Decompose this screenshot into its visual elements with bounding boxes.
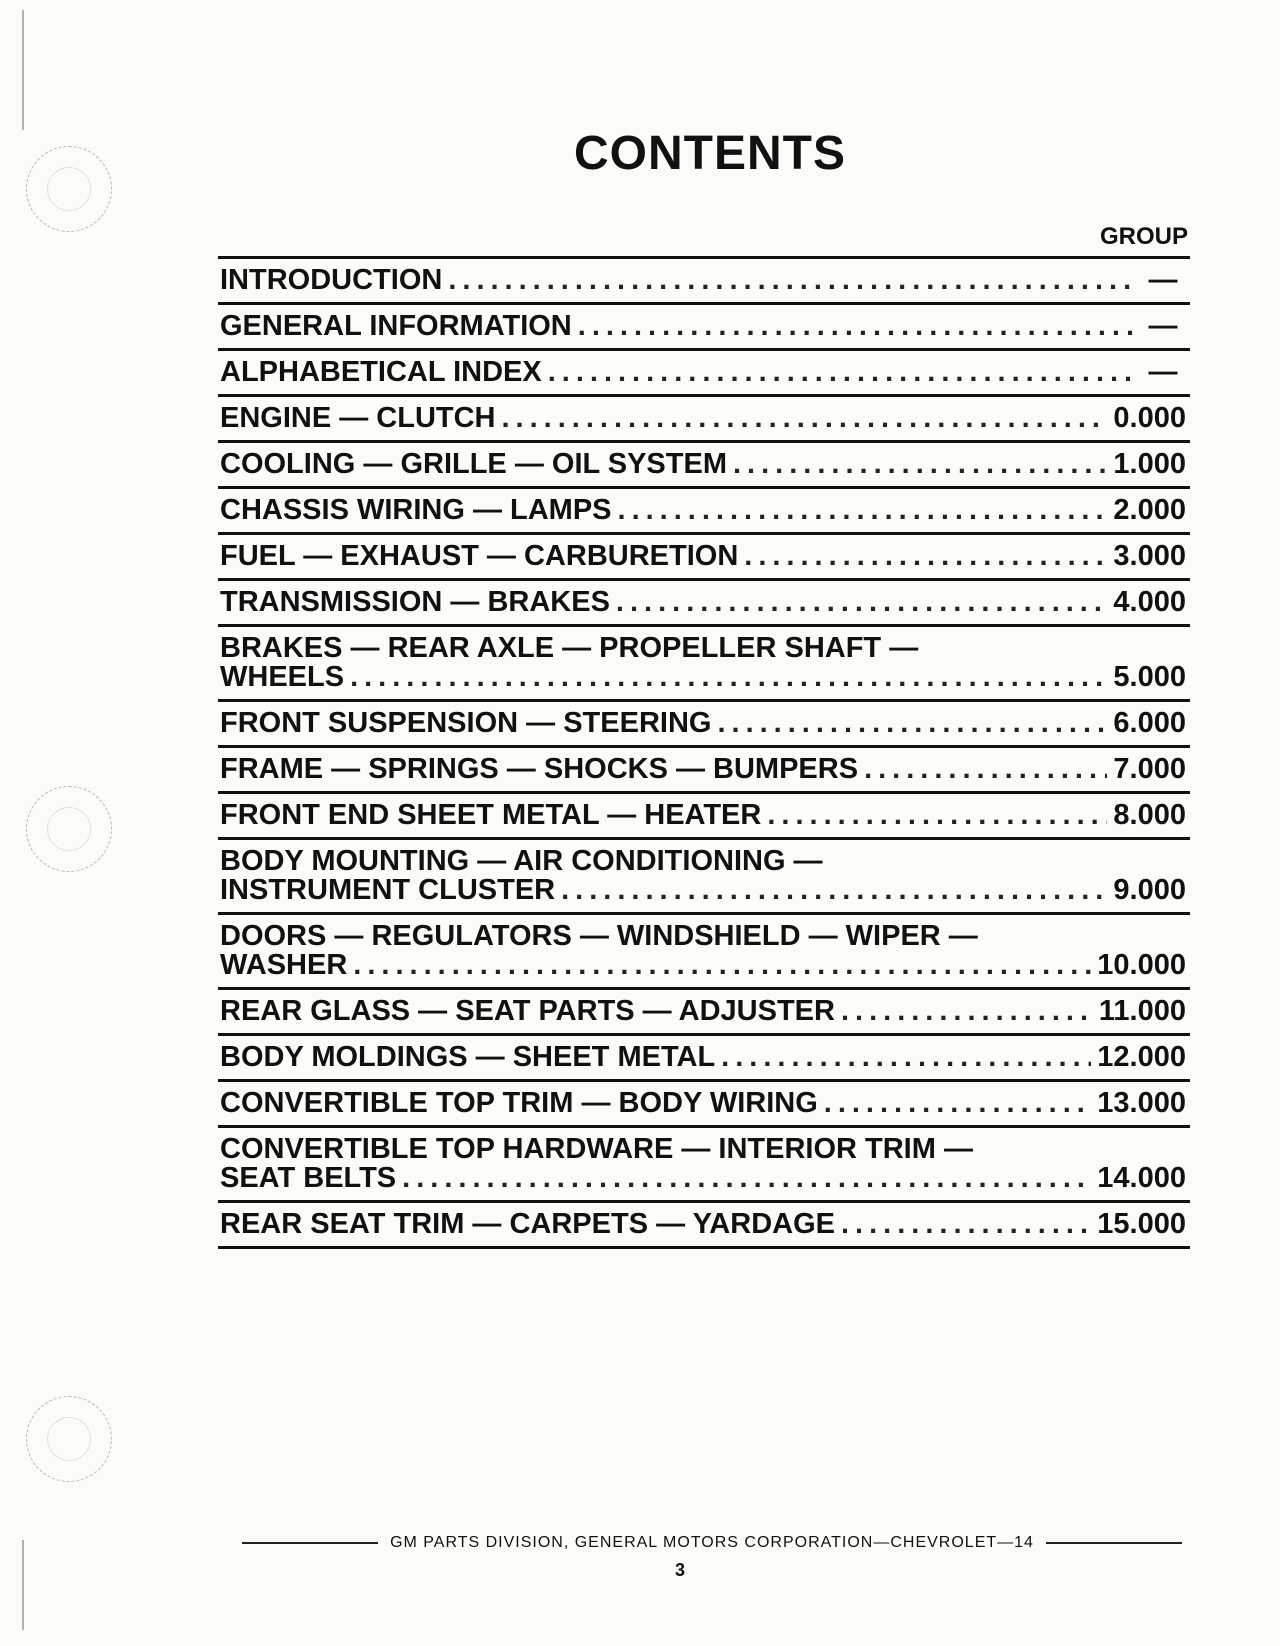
contents-entry [218,702,1190,748]
contents-entry [218,1203,1190,1249]
footer-rule-left [242,1542,378,1544]
entry-group-number: 2.000 [1113,494,1186,526]
entry-last-line [220,1043,1186,1072]
dot-leader [353,951,1091,980]
entry-group-number: 5.000 [1113,661,1186,693]
entry-label: INSTRUMENT CLUSTER [220,874,556,906]
entry-last-line [220,588,1186,617]
entry-label-line: CONVERTIBLE TOP HARDWARE — INTERIOR TRIM — [220,1133,973,1165]
entry-group-number: — [1148,264,1178,296]
entry-label: WHEELS [220,661,345,693]
entry-last-line [220,266,1186,295]
entry-last-line [220,358,1186,387]
entry-group-number: 4.000 [1113,586,1186,618]
entry-group-number: 3.000 [1113,540,1186,572]
entry-group-number: 10.000 [1097,949,1186,981]
contents-entry [218,1128,1190,1203]
contents-entry [218,990,1190,1036]
dot-leader [618,496,1108,525]
entry-label: REAR GLASS — SEAT PARTS — ADJUSTER [220,995,835,1027]
entry-group-number: — [1148,356,1178,388]
contents-entry [218,535,1190,581]
entry-label: CONVERTIBLE TOP TRIM — BODY WIRING [220,1087,818,1119]
contents-table [218,256,1190,1249]
dot-leader [733,450,1107,479]
entry-label: FUEL — EXHAUST — CARBURETION [220,540,739,572]
entry-last-line [220,1164,1186,1193]
entry-last-line [220,709,1186,738]
dot-leader [824,1089,1092,1118]
entry-label: GENERAL INFORMATION [220,310,572,342]
dot-leader [578,312,1134,341]
dot-leader [721,1043,1091,1072]
entry-label: INTRODUCTION [220,264,443,296]
entry-last-line [220,450,1186,479]
dot-leader [561,876,1107,905]
entry-group-number: 6.000 [1113,707,1186,739]
entry-last-line [220,755,1186,784]
entry-last-line [220,663,1186,692]
footer-rule-right [1046,1542,1182,1544]
entry-group-number: 1.000 [1113,448,1186,480]
entry-last-line [220,801,1186,830]
group-column-header: GROUP [1099,223,1188,250]
contents-entry [218,397,1190,443]
contents-entry [218,1036,1190,1082]
dot-leader [350,663,1107,692]
entry-group-number: 9.000 [1113,874,1186,906]
dot-leader [717,709,1107,738]
binder-hole-bottom [26,1396,112,1482]
contents-entry [218,840,1190,915]
entry-last-line [220,404,1186,433]
entry-last-line [220,951,1186,980]
entry-group-number: 7.000 [1113,753,1186,785]
entry-label: REAR SEAT TRIM — CARPETS — YARDAGE [220,1208,835,1240]
footer-text: GM PARTS DIVISION, GENERAL MOTORS CORPORATION—CHEVROLET—14 [390,1534,1034,1551]
contents-entry [218,794,1190,840]
entry-last-line [220,496,1186,525]
entry-last-line [220,1210,1186,1239]
entry-group-number: 0.000 [1113,402,1186,434]
entry-label: ALPHABETICAL INDEX [220,356,542,388]
page-edge-line [22,10,24,130]
entry-label-line: BODY MOUNTING — AIR CONDITIONING — [220,845,823,877]
dot-leader [841,1210,1091,1239]
contents-entry [218,915,1190,990]
entry-last-line [220,312,1186,341]
contents-entry [218,305,1190,351]
entry-group-number: 14.000 [1097,1162,1186,1194]
contents-entry [218,748,1190,794]
page-footer [242,1534,1182,1552]
entry-label: CHASSIS WIRING — LAMPS [220,494,612,526]
contents-entry [218,489,1190,535]
entry-label: SEAT BELTS [220,1162,397,1194]
contents-entry [218,259,1190,305]
contents-entry [218,581,1190,627]
page-number: 3 [674,1560,685,1580]
dot-leader [548,358,1134,387]
contents-rows [218,259,1190,1249]
page-edge-line [22,1540,24,1630]
dot-leader [744,542,1107,571]
dot-leader [616,588,1108,617]
dot-leader [502,404,1108,433]
entry-label: WASHER [220,949,348,981]
contents-entry [218,627,1190,702]
entry-last-line [220,1089,1186,1118]
entry-label: BODY MOLDINGS — SHEET METAL [220,1041,716,1073]
entry-label: TRANSMISSION — BRAKES [220,586,610,618]
dot-leader [767,801,1107,830]
contents-entry [218,1082,1190,1128]
binder-hole-middle [26,786,112,872]
entry-label-line: BRAKES — REAR AXLE — PROPELLER SHAFT — [220,632,919,664]
entry-last-line [220,997,1186,1026]
entry-last-line [220,542,1186,571]
entry-group-number: 11.000 [1098,995,1186,1027]
dot-leader [841,997,1093,1026]
entry-label: FRONT SUSPENSION — STEERING [220,707,712,739]
entry-label: FRAME — SPRINGS — SHOCKS — BUMPERS [220,753,859,785]
dot-leader [864,755,1107,784]
entry-group-number: 15.000 [1097,1208,1186,1240]
contents-entry [218,443,1190,489]
entry-group-number: — [1148,310,1178,342]
entry-label: ENGINE — CLUTCH [220,402,496,434]
dot-leader [402,1164,1091,1193]
page-title: CONTENTS [574,127,846,180]
entry-last-line [220,876,1186,905]
dot-leader [448,266,1134,295]
entry-group-number: 8.000 [1113,799,1186,831]
entry-label: COOLING — GRILLE — OIL SYSTEM [220,448,727,480]
contents-entry [218,351,1190,397]
entry-group-number: 13.000 [1097,1087,1186,1119]
entry-group-number: 12.000 [1097,1041,1186,1073]
entry-label-line: DOORS — REGULATORS — WINDSHIELD — WIPER — [220,920,978,952]
entry-label: FRONT END SHEET METAL — HEATER [220,799,762,831]
